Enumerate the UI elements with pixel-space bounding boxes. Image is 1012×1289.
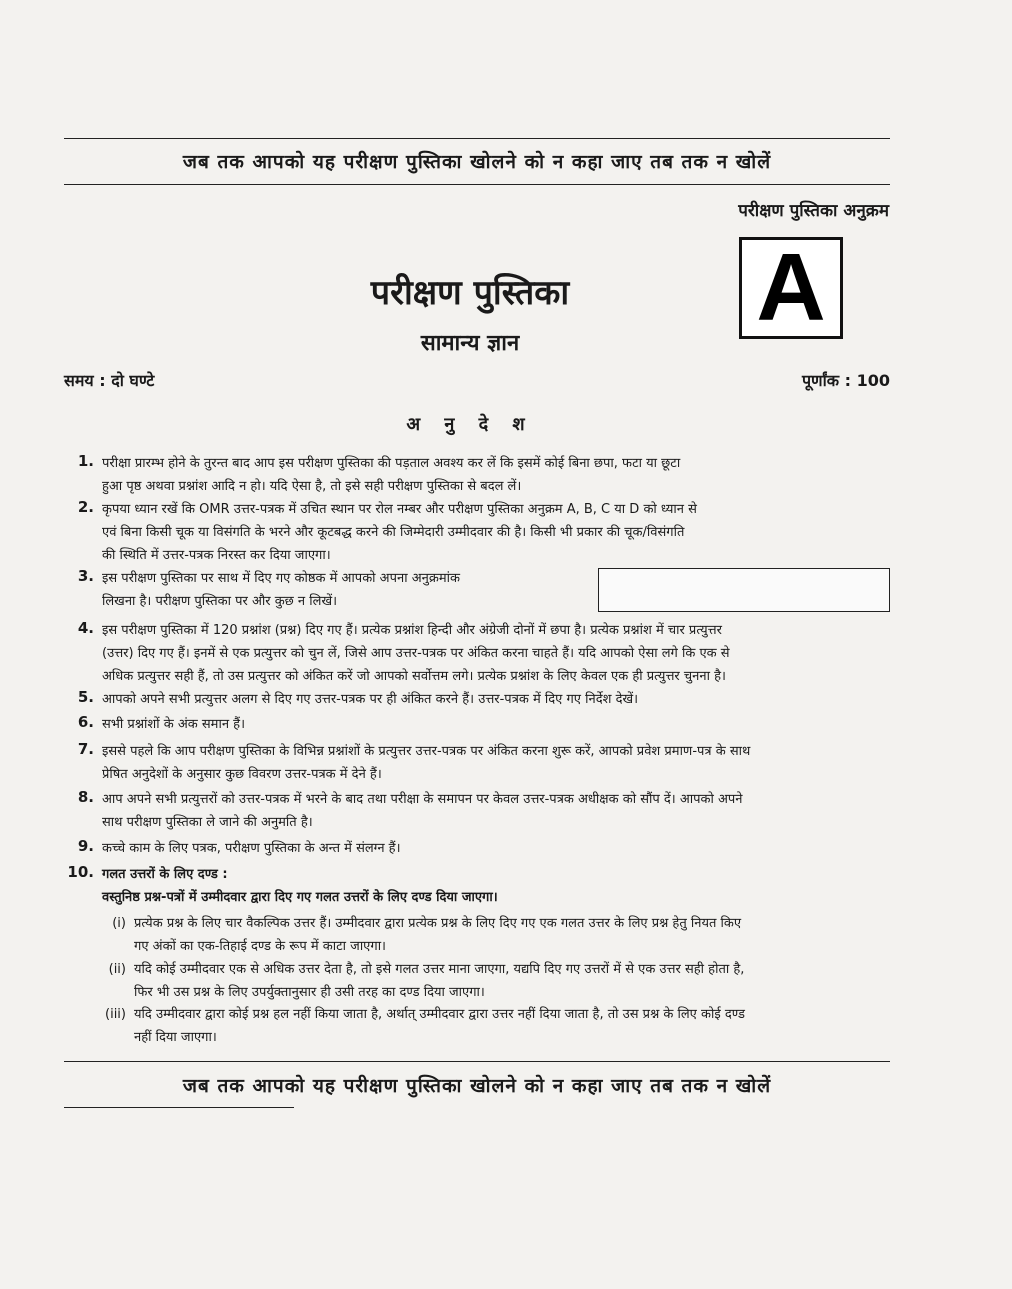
- exam-time: समय : दो घण्टे: [64, 371, 155, 390]
- item-number: 10.: [67, 863, 94, 881]
- item-number: 9.: [77, 837, 94, 855]
- item-line: सभी प्रश्नांशों के अंक समान हैं।: [102, 717, 245, 732]
- sub-label: (iii): [105, 1007, 126, 1022]
- item-number: 8.: [77, 788, 94, 806]
- item-text: [102, 863, 890, 909]
- sub-line: गए अंकों का एक-तिहाई दण्ड के रूप में काटा जाएगा।: [134, 939, 386, 954]
- item-text: [102, 567, 642, 613]
- item-text: [102, 498, 890, 567]
- series-letter: A: [756, 234, 826, 341]
- item-number: 3.: [77, 567, 94, 585]
- series-box: [739, 234, 843, 341]
- sub-label: (ii): [108, 962, 126, 977]
- item-line: एवं बिना किसी चूक या विसंगति के भरने और कूटबद्ध करने की जिम्मेदारी उम्मीदवार की है। किसी भी प्रकार की चूक/विसंगति: [102, 525, 685, 540]
- page-title: परीक्षण पुस्तिका: [370, 273, 570, 313]
- item-line: हुआ पृष्ठ अथवा प्रश्नांश आदि न हो। यदि ऐसा है, तो इसे सही परीक्षण पुस्तिका से बदल लें।: [102, 479, 522, 494]
- item-number: 7.: [77, 740, 94, 758]
- item-line: गलत उत्तरों के लिए दण्ड :: [102, 867, 228, 882]
- sub-text: [134, 912, 890, 958]
- item-line: की स्थिति में उत्तर-पत्रक निरस्त कर दिया जाएगा।: [102, 548, 331, 563]
- item-text: [102, 713, 890, 736]
- item-text: [102, 788, 890, 834]
- sub-text: [134, 958, 890, 1004]
- sub-line: प्रत्येक प्रश्न के लिए चार वैकल्पिक उत्तर हैं। उम्मीदवार द्वारा प्रत्येक प्रश्न के लिए दिए गए एक गलत उत्तर के लिए प्रश्न हेतु नियत किए: [134, 916, 742, 931]
- sub-line: फिर भी उस प्रश्न के लिए उपर्युक्तानुसार ही उसी तरह का दण्ड दिया जाएगा।: [134, 985, 485, 1000]
- exam-marks: पूर्णांक : 100: [801, 371, 890, 390]
- item-text: [102, 688, 890, 711]
- item-line: परीक्षा प्रारम्भ होने के तुरन्त बाद आप इस परीक्षण पुस्तिका की पड़ताल अवश्य कर लें कि इसमें कोई बिना छपा, फटा या छूटा: [102, 456, 681, 471]
- bottom-rule-1: [64, 1061, 890, 1062]
- bottom-banner: जब तक आपको यह परीक्षण पुस्तिका खोलने को न कहा जाए तब तक न खोलें: [182, 1075, 772, 1097]
- item-text: [102, 740, 890, 786]
- item-line: इस परीक्षण पुस्तिका में 120 प्रश्नांश (प्रश्न) दिए गए हैं। प्रत्येक प्रश्नांश हिन्दी और अंग्रेजी दोनों में छपा है। प्रत्येक प्रश्नांश में चार प्रत्युत्तर: [102, 623, 722, 638]
- bottom-rule-2: [64, 1107, 294, 1108]
- item-line: आपको अपने सभी प्रत्युत्तर अलग से दिए गए उत्तर-पत्रक पर ही अंकित करने हैं। उत्तर-पत्रक में दिए गए निर्देश देखें।: [102, 692, 639, 707]
- sub-text: [134, 1003, 890, 1049]
- item-line: कृपया ध्यान रखें कि OMR उत्तर-पत्रक में उचित स्थान पर रोल नम्बर और परीक्षण पुस्तिका अनुक्रम A, B, C या D को ध्यान से: [102, 502, 697, 517]
- subject-title: सामान्य ज्ञान: [420, 331, 520, 356]
- item-number: 5.: [77, 688, 94, 706]
- item-line: वस्तुनिष्ठ प्रश्न-पत्रों में उम्मीदवार द्वारा दिए गए गलत उत्तरों के लिए दण्ड दिया जाएगा।: [102, 890, 498, 905]
- sub-line: यदि कोई उम्मीदवार एक से अधिक उत्तर देता है, तो इसे गलत उत्तर माना जाएगा, यद्यपि दिए गए उत्तरों में से एक उत्तर सही होता है,: [134, 962, 745, 977]
- item-line: लिखना है। परीक्षण पुस्तिका पर और कुछ न लिखें।: [102, 594, 338, 609]
- item-number: 2.: [77, 498, 94, 516]
- item-text: [102, 837, 890, 860]
- instructions-heading: अ नु दे श: [406, 414, 534, 435]
- item-line: इस परीक्षण पुस्तिका पर साथ में दिए गए कोष्ठक में आपको अपना अनुक्रमांक: [102, 571, 460, 586]
- item-number: 1.: [77, 452, 94, 470]
- item-line: इससे पहले कि आप परीक्षण पुस्तिका के विभिन्न प्रश्नांशों के प्रत्युत्तर उत्तर-पत्रक पर अंकित करना शुरू करें, आपको प्रवेश प्रमाण-पत्र के साथ: [102, 744, 751, 759]
- item-number: 4.: [77, 619, 94, 637]
- item-line: कच्चे काम के लिए पत्रक, परीक्षण पुस्तिका के अन्त में संलग्न हैं।: [102, 841, 401, 856]
- item-line: साथ परीक्षण पुस्तिका ले जाने की अनुमति है।: [102, 815, 313, 830]
- top-rule-2: [64, 184, 890, 185]
- item-line: आप अपने सभी प्रत्युत्तरों को उत्तर-पत्रक में भरने के बाद तथा परीक्षा के समापन पर केवल उत्तर-पत्रक अधीक्षक को सौंप दें। आपको अपने: [102, 792, 743, 807]
- sub-label: (i): [112, 916, 126, 931]
- item-line: अधिक प्रत्युत्तर सही हैं, तो उस प्रत्युत्तर को अंकित करें जो आपको सर्वोत्तम लगे। प्रत्येक प्रश्नांश के लिए केवल एक ही प्रत्युत्तर चुनना है।: [102, 669, 726, 684]
- sub-line: यदि उम्मीदवार द्वारा कोई प्रश्न हल नहीं किया जाता है, अर्थात् उम्मीदवार द्वारा उत्तर नहीं दिया जाता है, तो उस प्रश्न के लिए कोई दण्ड: [134, 1007, 745, 1022]
- item-text: [102, 619, 890, 688]
- item-line: प्रेषित अनुदेशों के अनुसार कुछ विवरण उत्तर-पत्रक में देने हैं।: [102, 767, 382, 782]
- roll-number-box[interactable]: [598, 568, 890, 612]
- sub-line: नहीं दिया जाएगा।: [134, 1030, 217, 1045]
- item-number: 6.: [77, 713, 94, 731]
- top-banner: जब तक आपको यह परीक्षण पुस्तिका खोलने को न कहा जाए तब तक न खोलें: [182, 151, 772, 173]
- series-label: परीक्षण पुस्तिका अनुक्रम: [738, 201, 889, 221]
- top-rule-1: [64, 138, 890, 139]
- item-text: [102, 452, 890, 498]
- item-line: (उत्तर) दिए गए हैं। इनमें से एक प्रत्युत्तर को चुन लें, जिसे आप उत्तर-पत्रक पर अंकित करना चाहते हैं। यदि आपको ऐसा लगे कि एक से: [102, 646, 730, 661]
